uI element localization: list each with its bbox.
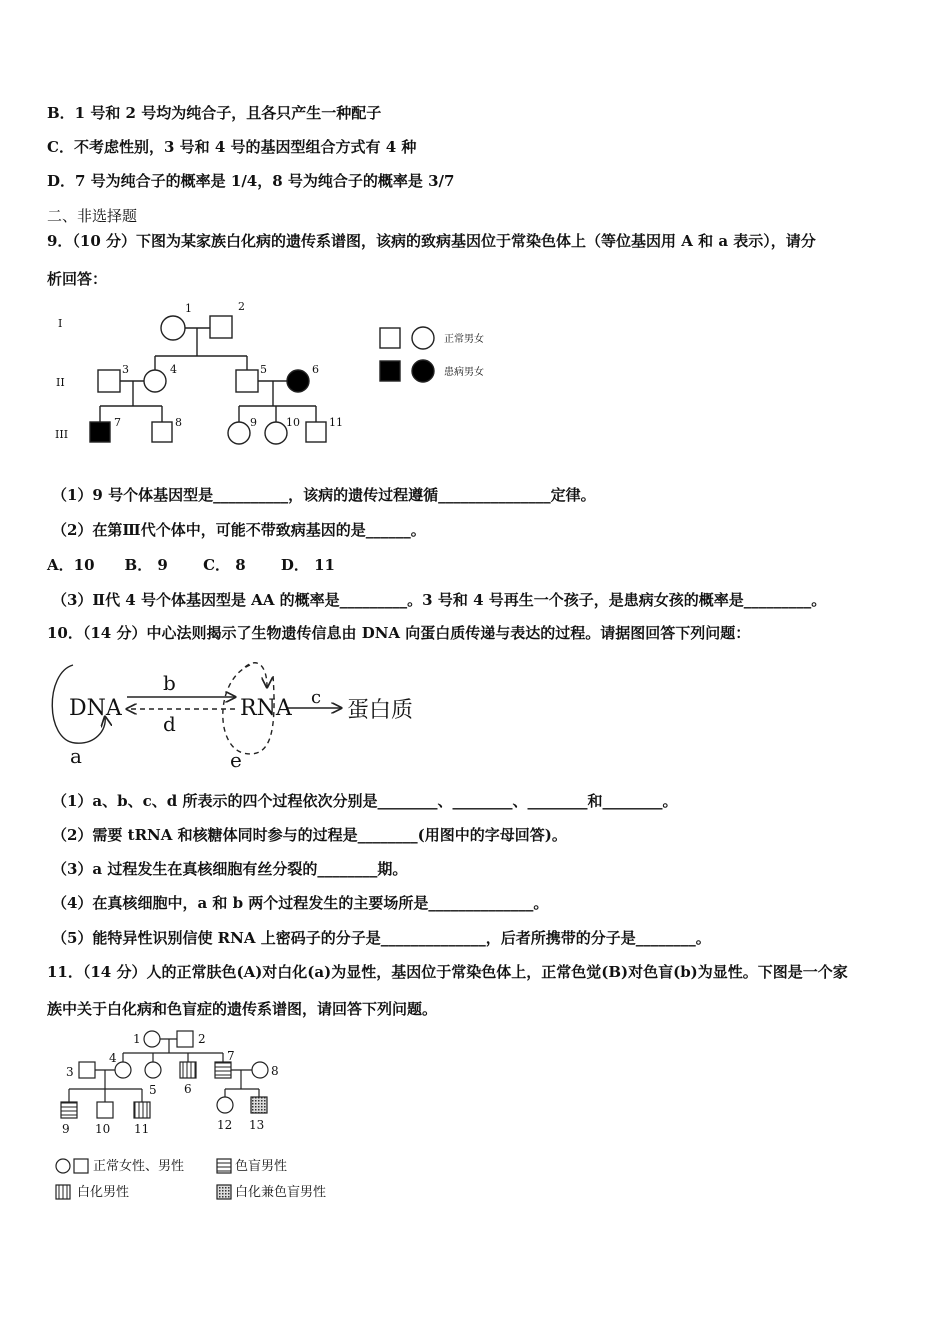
svg-text:4: 4 (170, 363, 177, 376)
svg-text:正常女性、男性: 正常女性、男性 (93, 1159, 185, 1174)
q10-part-5: （5）能特异性识别信使 RNA 上密码子的分子是______________，后者所携带的分子是________。 (52, 929, 711, 947)
central-dogma-diagram (45, 655, 445, 770)
q9-part-1: （1）9 号个体基因型是__________，该病的遗传过程遵循_______________定律。 (52, 486, 596, 504)
svg-text:7: 7 (227, 1049, 235, 1063)
svg-text:患病男女: 患病男女 (444, 367, 484, 378)
svg-text:5: 5 (149, 1083, 157, 1097)
q10-stem: 10．（14 分）中心法则揭示了生物遗传信息由 DNA 向蛋白质传递与表达的过程。请据图回答下列问题： (47, 624, 751, 642)
svg-text:2: 2 (198, 1032, 206, 1046)
svg-text:蛋白质: 蛋白质 (347, 698, 414, 723)
svg-text:c: c (311, 687, 322, 708)
svg-text:e: e (230, 748, 242, 770)
q9-part-3: （3）Ⅱ代 4 号个体基因型是 AA 的概率是_________。3 号和 4 号再生一个孩子，是患病女孩的概率是_________。 (52, 591, 827, 609)
svg-text:白化男性: 白化男性 (77, 1185, 130, 1200)
svg-text:III: III (55, 428, 69, 441)
svg-text:色盲男性: 色盲男性 (235, 1159, 288, 1174)
q9-part-2: （2）在第Ⅲ代个体中，可能不带致病基因的是______。 (52, 521, 426, 539)
q10-part-3: （3）a 过程发生在真核细胞有丝分裂的________期。 (52, 860, 408, 878)
svg-text:12: 12 (217, 1118, 233, 1132)
svg-text:3: 3 (66, 1065, 74, 1079)
svg-text:II: II (56, 376, 65, 389)
svg-text:10: 10 (95, 1122, 111, 1136)
svg-text:I: I (58, 317, 63, 330)
svg-text:7: 7 (114, 416, 121, 429)
svg-text:5: 5 (260, 363, 267, 376)
section-title: 二、非选择题 (47, 207, 138, 225)
svg-text:13: 13 (249, 1118, 265, 1132)
q9-stem-2: 析回答： (47, 270, 108, 288)
svg-text:1: 1 (185, 302, 192, 315)
pedigree-chart-q9 (40, 295, 560, 455)
q11-stem-1: 11．（14 分）人的正常肤色(A)对白化(a)为显性，基因位于常染色体上，正常色觉(B)对色盲(b)为显性。下图是一个家 (47, 963, 848, 981)
svg-text:2: 2 (238, 300, 245, 313)
q10-part-2: （2）需要 tRNA 和核糖体同时参与的过程是________(用图中的字母回答)。 (52, 826, 567, 844)
q10-part-4: （4）在真核细胞中，a 和 b 两个过程发生的主要场所是______________。 (52, 894, 549, 912)
svg-text:11: 11 (134, 1122, 150, 1136)
svg-text:RNA: RNA (240, 696, 292, 721)
option-d: D．7 号为纯合子的概率是 1/4，8 号为纯合子的概率是 3/7 (47, 172, 455, 190)
svg-text:8: 8 (271, 1064, 279, 1078)
svg-text:6: 6 (184, 1082, 192, 1096)
svg-text:9: 9 (250, 416, 257, 429)
q9-choices: A．10 B． 9 C． 8 D． 11 (47, 556, 335, 574)
svg-text:a: a (70, 744, 82, 768)
svg-text:11: 11 (329, 416, 343, 429)
q9-stem-1: 9．（10 分）下图为某家族白化病的遗传系谱图，该病的致病基因位于常染色体上（等位基因用 A 和 a 表示），请分 (47, 232, 816, 250)
svg-text:白化兼色盲男性: 白化兼色盲男性 (235, 1185, 327, 1200)
svg-text:8: 8 (175, 416, 182, 429)
svg-text:4: 4 (109, 1051, 117, 1065)
pedigree-chart-q11 (45, 1025, 365, 1205)
option-c: C．不考虑性别，3 号和 4 号的基因型组合方式有 4 种 (47, 138, 417, 156)
q11-stem-2: 族中关于白化病和色盲症的遗传系谱图，请回答下列问题。 (47, 1000, 438, 1018)
svg-text:6: 6 (312, 363, 319, 376)
option-b: B．1 号和 2 号均为纯合子，且各只产生一种配子 (47, 104, 382, 122)
svg-text:9: 9 (62, 1122, 70, 1136)
svg-text:10: 10 (286, 416, 300, 429)
svg-text:DNA: DNA (69, 696, 122, 721)
svg-text:b: b (163, 671, 176, 695)
svg-text:3: 3 (122, 363, 129, 376)
svg-text:d: d (163, 712, 176, 736)
svg-text:正常男女: 正常男女 (444, 334, 484, 345)
svg-text:1: 1 (133, 1032, 141, 1046)
q10-part-1: （1）a、b、c、d 所表示的四个过程依次分别是________、________、________和________。 (52, 792, 678, 810)
